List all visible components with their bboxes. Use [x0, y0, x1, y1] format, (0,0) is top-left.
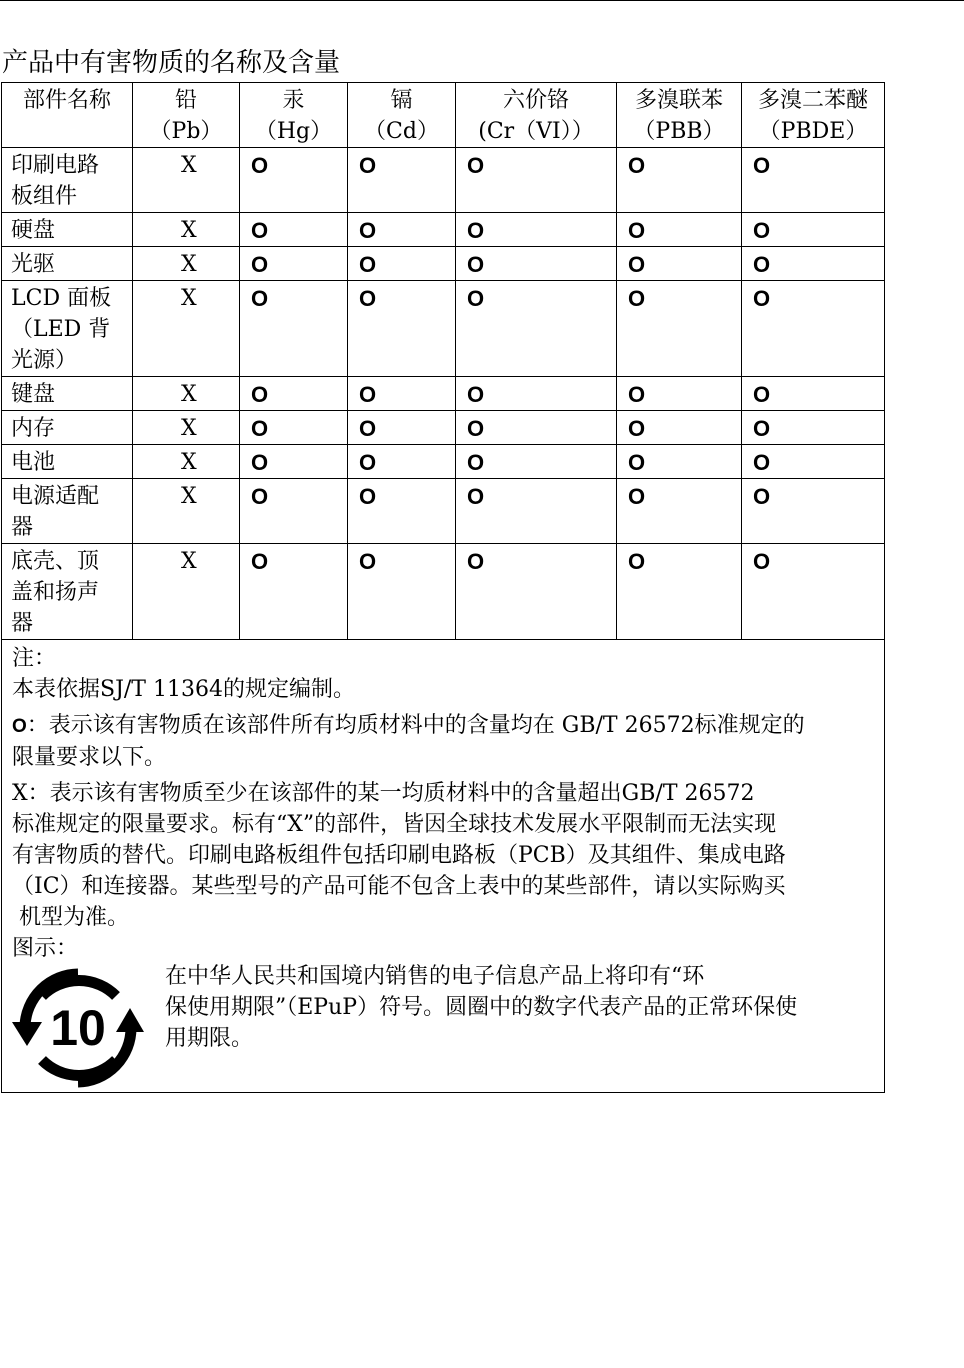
part-name-cell: 电池 — [2, 445, 133, 479]
table-row — [2, 213, 885, 247]
notes-o-definition: O：表示该有害物质在该部件所有均质材料中的含量均在 GB/T 26572标准规定的 限量要求以下。 — [12, 713, 805, 770]
part-name-cell: 底壳、顶 盖和扬声 器 — [2, 544, 133, 640]
value-cell-pbb: O — [617, 247, 742, 281]
part-name-cell: 硬盘 — [2, 213, 133, 247]
table-header-row — [2, 83, 885, 148]
header-chromium: 六价铬 (Cr（VI）） — [456, 83, 617, 148]
value-cell-cd: O — [348, 479, 456, 544]
top-rule — [0, 0, 964, 1]
value-cell-pbb: O — [617, 377, 742, 411]
table-row — [2, 544, 885, 640]
value-cell-pb: X — [133, 411, 240, 445]
notes-section — [2, 640, 885, 1093]
header-part-name: 部件名称 — [2, 83, 133, 148]
value-cell-hg: O — [240, 213, 348, 247]
value-cell-pbb: O — [617, 281, 742, 377]
table-row — [2, 411, 885, 445]
value-cell-cd: O — [348, 377, 456, 411]
value-cell-cd: O — [348, 411, 456, 445]
table-row — [2, 247, 885, 281]
value-cell-cd: O — [348, 281, 456, 377]
part-name-cell: 内存 — [2, 411, 133, 445]
notes-basis: 本表依据SJ/T 11364的规定编制。 — [12, 677, 355, 702]
epup-legend — [12, 964, 884, 1092]
value-cell-pb: X — [133, 445, 240, 479]
value-cell-pbde: O — [742, 281, 885, 377]
value-cell-cd: O — [348, 445, 456, 479]
header-lead: 铅 （Pb） — [133, 83, 240, 148]
value-cell-cr: O — [456, 544, 617, 640]
value-cell-cr: O — [456, 377, 617, 411]
header-cadmium: 镉 （Cd） — [348, 83, 456, 148]
value-cell-pbb: O — [617, 544, 742, 640]
value-cell-cd: O — [348, 544, 456, 640]
value-cell-pbb: O — [617, 213, 742, 247]
value-cell-cr: O — [456, 247, 617, 281]
value-cell-cd: O — [348, 213, 456, 247]
hazardous-substances-table — [1, 82, 885, 1093]
epup-number: 10 — [50, 1000, 106, 1056]
value-cell-pbde: O — [742, 213, 885, 247]
legend-label: 图示： — [12, 936, 79, 961]
notes-x-definition: X：表示该有害物质至少在该部件的某一均质材料中的含量超出GB/T 26572 标准规定的限量要求。标有“X”的部件，皆因全球技术发展水平限制而无法实现 有害物质的替代。印刷电路板组件包括印刷电路板（PCB）及其组件、集成电路 （IC）和连接器。某些型号的产品可能不包含上表中的某些部件，请以实际购买 机型为准。 — [12, 781, 786, 930]
table-row — [2, 479, 885, 544]
value-cell-hg: O — [240, 247, 348, 281]
value-cell-hg: O — [240, 281, 348, 377]
table-row — [2, 377, 885, 411]
part-name-cell: 光驱 — [2, 247, 133, 281]
value-cell-cr: O — [456, 213, 617, 247]
part-name-cell: 键盘 — [2, 377, 133, 411]
table-row — [2, 281, 885, 377]
value-cell-hg: O — [240, 377, 348, 411]
value-cell-pb: X — [133, 148, 240, 213]
value-cell-cr: O — [456, 281, 617, 377]
value-cell-pbb: O — [617, 148, 742, 213]
legend-text: 在中华人民共和国境内销售的电子信息产品上将印有“环 保使用期限”（EPuP）符号。圆圈中的数字代表产品的正常环保使 用期限。 — [165, 964, 798, 1051]
header-pbb: 多溴联苯 （PBB） — [617, 83, 742, 148]
value-cell-pbde: O — [742, 411, 885, 445]
value-cell-pbde: O — [742, 445, 885, 479]
value-cell-pbde: O — [742, 377, 885, 411]
value-cell-pb: X — [133, 281, 240, 377]
header-pbde: 多溴二苯醚 （PBDE） — [742, 83, 885, 148]
page-title: 产品中有害物质的名称及含量 — [2, 48, 341, 78]
value-cell-cd: O — [348, 247, 456, 281]
part-name-cell: LCD 面板 （LED 背 光源） — [2, 281, 133, 377]
value-cell-pbb: O — [617, 411, 742, 445]
value-cell-pbb: O — [617, 479, 742, 544]
value-cell-cr: O — [456, 411, 617, 445]
value-cell-pbde: O — [742, 544, 885, 640]
value-cell-hg: O — [240, 544, 348, 640]
table-row — [2, 445, 885, 479]
value-cell-pbde: O — [742, 479, 885, 544]
value-cell-hg: O — [240, 148, 348, 213]
value-cell-hg: O — [240, 411, 348, 445]
value-cell-pb: X — [133, 544, 240, 640]
value-cell-pbde: O — [742, 247, 885, 281]
value-cell-cr: O — [456, 445, 617, 479]
table-row — [2, 148, 885, 213]
value-cell-hg: O — [240, 479, 348, 544]
value-cell-pb: X — [133, 247, 240, 281]
value-cell-cr: O — [456, 148, 617, 213]
value-cell-pb: X — [133, 377, 240, 411]
value-cell-pb: X — [133, 479, 240, 544]
value-cell-cd: O — [348, 148, 456, 213]
value-cell-pb: X — [133, 213, 240, 247]
value-cell-cr: O — [456, 479, 617, 544]
notes-heading: 注： — [12, 646, 57, 671]
part-name-cell: 电源适配 器 — [2, 479, 133, 544]
value-cell-pbde: O — [742, 148, 885, 213]
value-cell-pbb: O — [617, 445, 742, 479]
header-mercury: 汞 （Hg） — [240, 83, 348, 148]
epup-recycle-icon — [12, 966, 144, 1090]
value-cell-hg: O — [240, 445, 348, 479]
o-mark: O — [12, 716, 27, 737]
part-name-cell: 印刷电路 板组件 — [2, 148, 133, 213]
